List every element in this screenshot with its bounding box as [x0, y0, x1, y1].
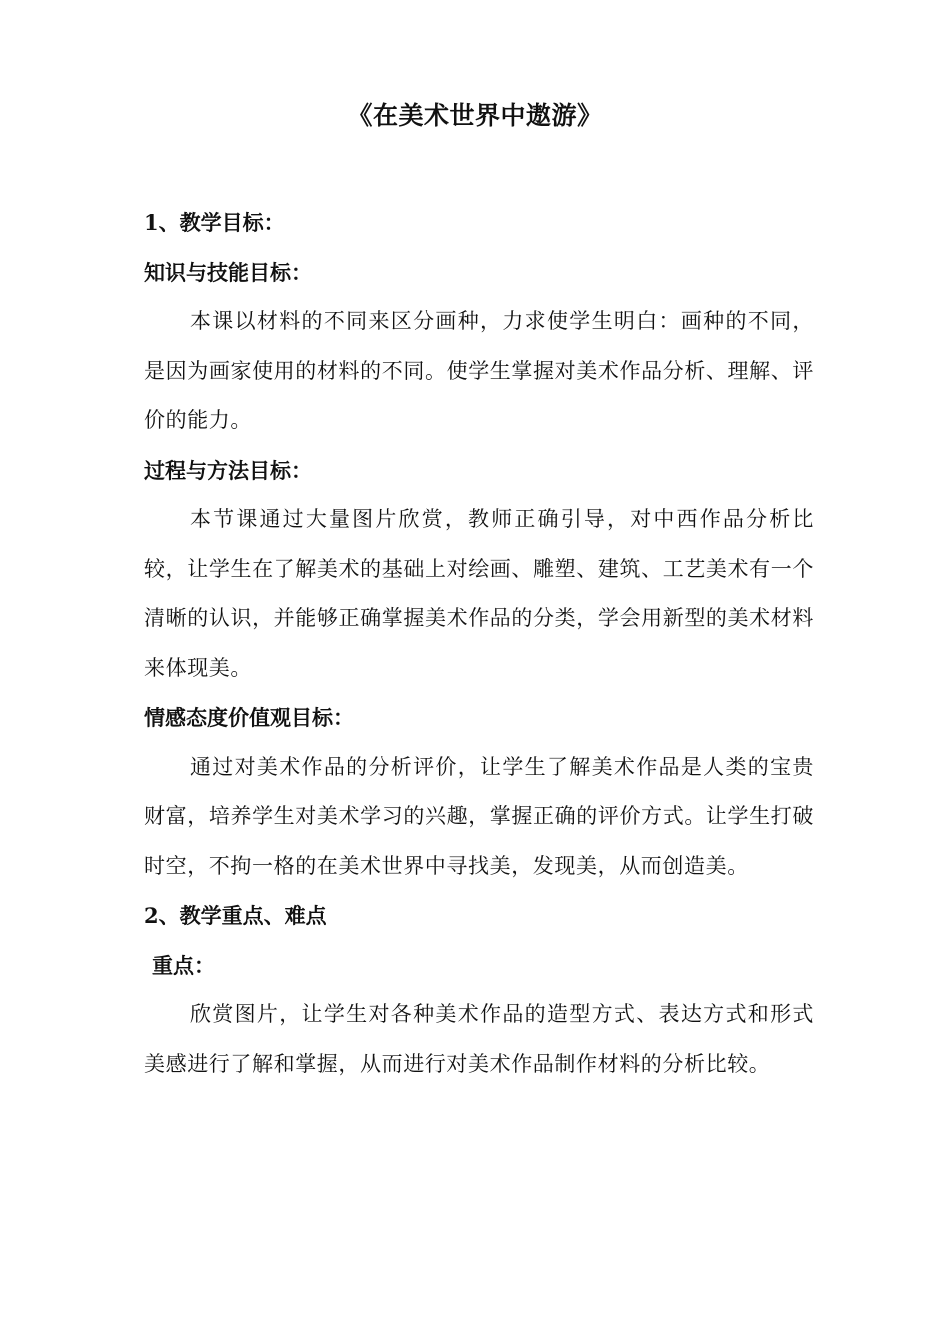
emotion-heading: 情感态度价值观目标：: [144, 705, 354, 730]
focus-heading: 重点：: [152, 952, 215, 978]
document-title: 《在美术世界中遨游》: [347, 101, 603, 130]
process-heading: 过程与方法目标：: [144, 457, 312, 483]
keypoints-heading: 2、教学重点、难点: [144, 903, 327, 928]
knowledge-paragraph: 本课以材料的不同来区分画种，力求使学生明白：画种的不同，是因为画家使用的材料的不同。使学生掌握对美术作品分析、理解、评价的能力。: [144, 309, 814, 432]
process-paragraph: 本节课通过大量图片欣赏，教师正确引导，对中西作品分析比较，让学生在了解美术的基础上对绘画、雕塑、建筑、工艺美术有一个清晰的认识，并能够正确掌握美术作品的分类，学会用新型的美术材料来体现美。: [144, 507, 814, 680]
objectives-heading: 1、教学目标：: [144, 210, 285, 235]
document-body: [144, 198, 814, 1089]
emotion-paragraph: 通过对美术作品的分析评价，让学生了解美术作品是人类的宝贵财富，培养学生对美术学习的兴趣，掌握正确的评价方式。让学生打破时空，不拘一格的在美术世界中寻找美，发现美，从而创造美。: [144, 754, 814, 878]
knowledge-heading: 知识与技能目标：: [144, 259, 312, 285]
focus-paragraph: 欣赏图片，让学生对各种美术作品的造型方式、表达方式和形式美感进行了解和掌握，从而进行对美术作品制作材料的分析比较。: [144, 1002, 814, 1076]
